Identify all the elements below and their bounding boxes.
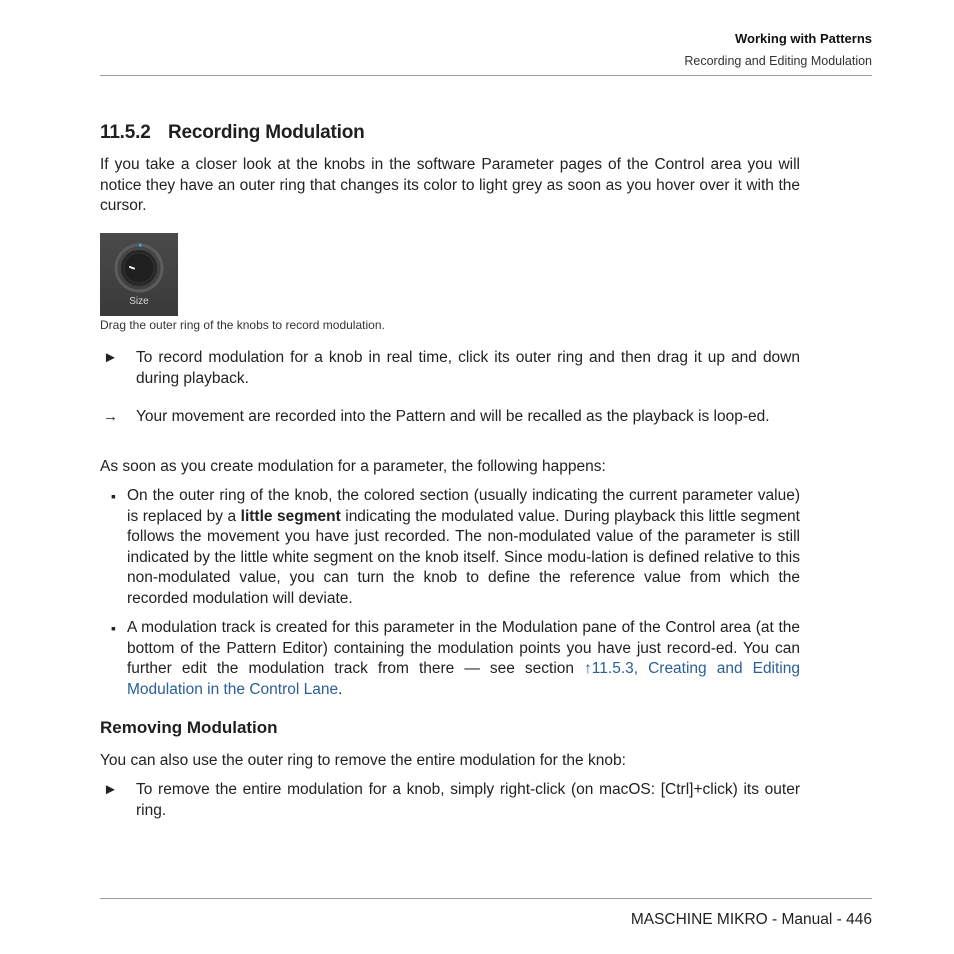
section-heading [100,122,365,144]
header-section: Recording and Editing Modulation [684,54,872,68]
instruction-text: To record modulation for a knob in real time, click its outer ring and then drag it up and down during playback. [136,349,800,387]
page-footer: MASCHINE MIKRO - Manual - 446 [630,911,872,928]
removing-intro: You can also use the outer ring to remove the entire modulation for the knob: [100,752,626,769]
result-text: Your movement are recorded into the Pattern and will be recalled as the playback is loop-ed. [136,408,770,425]
subheading: Removing Modulation [100,718,278,737]
header-chapter: Working with Patterns [735,31,872,46]
header-divider [100,75,872,76]
lead-paragraph: As soon as you create modulation for a parameter, the following happens: [100,458,606,475]
bullet-icon: ▪ [111,488,116,504]
bullet-item-track [100,618,800,700]
bullet-text: A modulation track is created for this parameter in the Modulation pane of the Control area (at the bottom of the Pattern Editor) containing the modulation points you have just record-ed. You can further edit the modulation track from there — see section ↑11.5.3, Creating and Editing Modulation in the Control Lane. [127,619,800,698]
arrow-marker-icon: ► [103,349,118,366]
section-link[interactable]: ↑11.5.3, Creating and Editing Modulation in the Control Lane [127,660,800,698]
bold-term: little segment [240,507,341,525]
section-number: 11.5.2 [100,122,151,143]
arrow-marker-icon: ► [103,781,118,798]
intro-paragraph: If you take a closer look at the knobs in the software Parameter pages of the Control area you will notice they have an outer ring that changes its color to light grey as soon as you hover over it with the cursor. [100,156,800,214]
section-title: Recording Modulation [168,122,365,143]
bullet-text: On the outer ring of the knob, the colored section (usually indicating the current parameter value) is replaced by a little segment indicating the modulated value. During playback this little segment follows the movement you have just recorded. The non-modulated value of the parameter is still indicated by the little white segment on the knob itself. Since modu-lation is defined relative to this non-modulated value, you can turn the knob to define the reference value from which the recorded modulation will deviate. [127,487,800,607]
instruction-text: To remove the entire modulation for a knob, simply right-click (on macOS: [Ctrl]+click) its outer ring. [136,781,800,819]
footer-divider [100,898,872,899]
bullet-item-ring [100,486,800,609]
bullet-icon: ▪ [111,620,116,636]
result-step [100,407,800,428]
knob-label: Size [129,296,149,307]
figure-caption: Drag the outer ring of the knobs to record modulation. [100,318,385,332]
result-arrow-icon: → [103,408,118,425]
instruction-step-remove [100,780,800,821]
knob-figure [100,233,178,316]
running-header [100,30,872,69]
instruction-step [100,348,800,389]
